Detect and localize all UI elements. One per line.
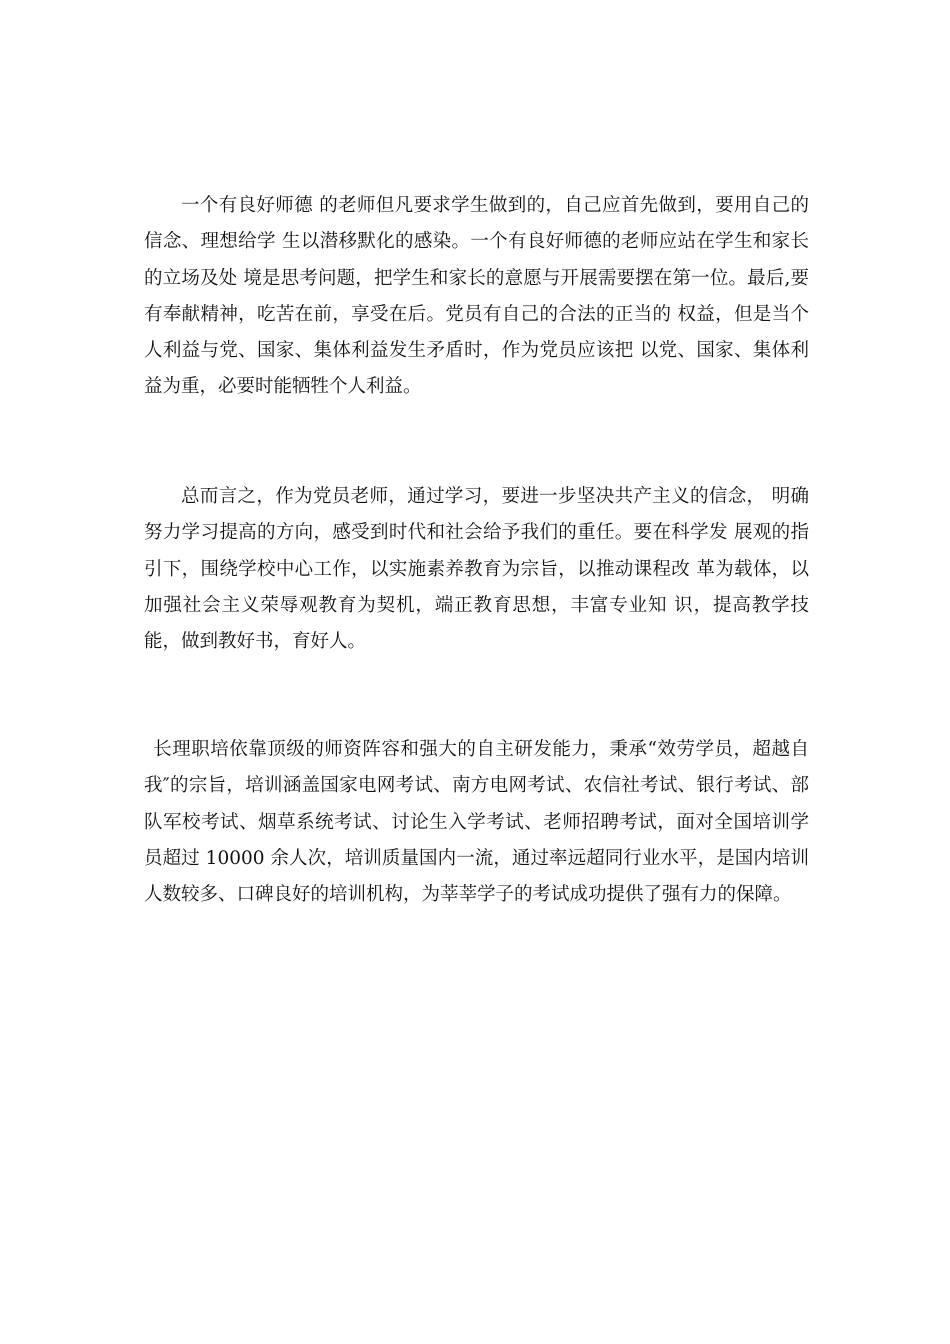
paragraph-teacher-ethics: 一个有良好师德 的老师但凡要求学生做到的，自己应首先做到，要用自己的信念、理想给学 生以潜移默化的感染。一个有良好师德的老师应站在学生和家长的立场及处 境是思考问题，把学生和家长的意愿与开展需要摆在第一位。最后,要有奉献精神，吃苦在前，享受在后。党员有自己的合法的正当的 权益，但是当个人利益与党、国家、集体利益发生矛盾时，作为党员应该把 以党、国家、集体利益为重，必要时能牺牲个人利益。 bbox=[144, 195, 809, 398]
paragraph-training-ad: 长理职培依靠顶级的师资阵容和强大的自主研发能力，秉承“效劳学员，超越自我″的宗旨，培训涵盖国家电网考试、南方电网考试、农信社考试、银行考试、部队军校考试、烟草系统考试、讨论生入学考试、老师招聘考试，面对全国培训学员超过 10000 余人次，培训质量国内一流，通过率远超同行业水平，是国内培训人数较多、口碑良好的培训机构，为莘莘学子的考试成功提供了强有力的保障。 bbox=[144, 739, 809, 906]
paragraph-summary: 总而言之，作为党员老师，通过学习，要进一步坚决共产主义的信念， 明确努力学习提高的方向，感受到时代和社会给予我们的重任。要在科学发 展观的指引下，围绕学校中心工作，以实施素养教育为宗旨，以推动课程改 革为载体，以加强社会主义荣辱观教育为契机，端正教育思想，丰富专业知 识，提高教学技能，做到教好书，育好人。 bbox=[144, 486, 809, 653]
